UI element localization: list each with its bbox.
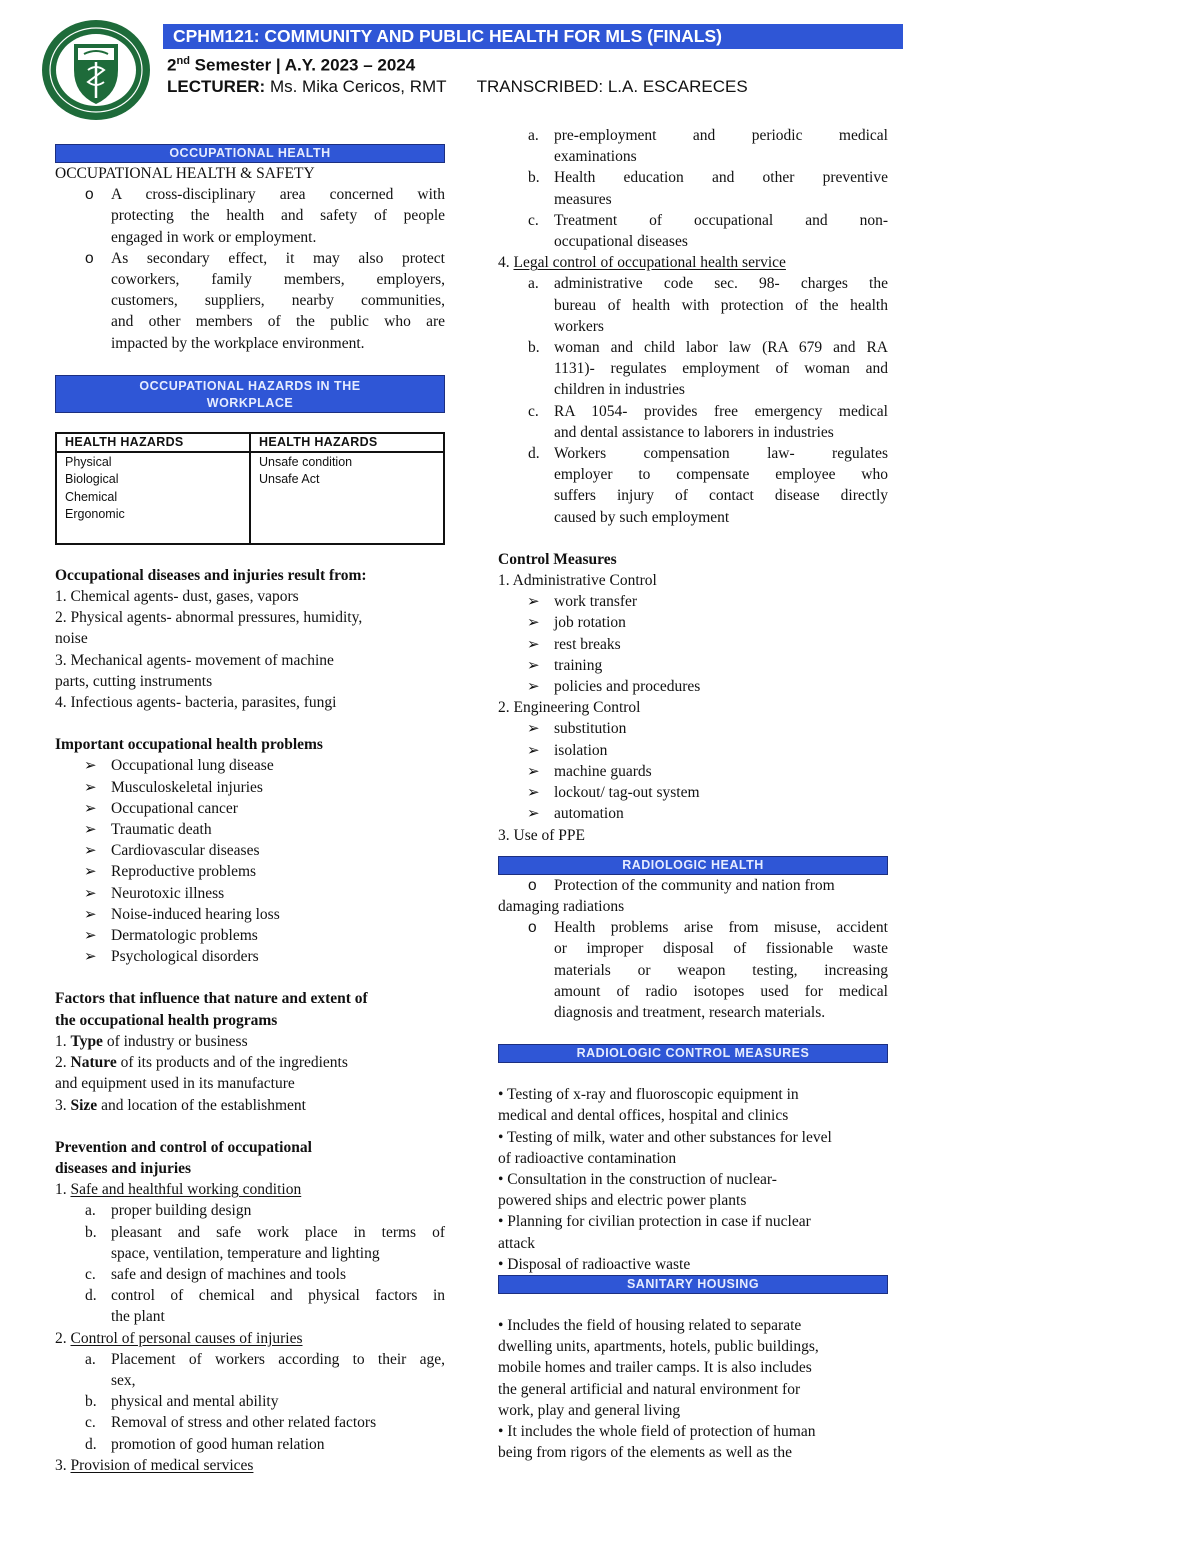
control-measure-line: • Consultation in the construction of nuclear- [498,1170,777,1188]
control-measure-line: of radioactive contamination [498,1149,677,1167]
bullet-line: diagnosis and treatment, research materials. [554,1003,826,1021]
arrow-bullet-icon: ➢ [84,756,97,775]
list-item-text: substitution [554,720,627,738]
list-item-body [554,273,888,337]
hazard-entry: Ergonomic [65,507,125,522]
list-item-text: Occupational lung disease [111,757,274,775]
list-marker: b. [85,1393,97,1411]
sublist-item [498,443,888,528]
list-item-text: training [554,656,603,674]
section-heading-radiologic-control: RADIOLOGIC CONTROL MEASURES [498,1044,888,1063]
list-item-line: and dental assistance to laborers in industries [554,423,834,441]
sublist-item [55,1412,445,1433]
list-marker: a. [85,1350,96,1368]
list-marker: b. [85,1223,97,1241]
document-title-bar [163,24,903,49]
list-item-text: lockout/ tag-out system [554,784,700,802]
list-item-line: 1131)- regulates employment of woman and [554,360,888,378]
control-measure-line: powered ships and electric power plants [498,1192,747,1210]
bullet-line: As secondary effect, it may also protect [111,249,445,267]
arrow-bullet-icon: ➢ [527,740,540,759]
arrow-bullet-icon: ➢ [84,926,97,945]
list-item-line: employer to compensate employee who [554,466,888,484]
intro-bullet [55,184,445,248]
legal-control-item [498,252,888,273]
sanitary-housing-text [498,1315,888,1463]
list-item-line: woman and child labor law (RA 679 and RA [554,339,888,357]
sanitary-line: • It includes the whole field of protection of human [498,1422,816,1440]
problem-item [55,819,445,840]
bullet-body [111,184,445,248]
engineering-control-item [498,718,888,739]
prevention-title-line-1: Prevention and control of occupational [55,1138,312,1156]
list-item-text: isolation [554,741,608,759]
list-item-text: rest breaks [554,635,621,653]
factor-number: 3. [55,1096,71,1114]
list-item-text: Neurotoxic illness [111,884,225,902]
arrow-bullet-icon: ➢ [84,904,97,923]
hazards-cell-right [250,452,444,544]
factor-text: of industry or business [102,1032,248,1050]
list-marker: a. [528,275,539,293]
list-item-line: workers [554,317,604,335]
arrow-bullet-icon: ➢ [84,947,97,966]
list-item-body [554,337,888,401]
problem-item [55,755,445,776]
admin-control-item [498,655,888,676]
arrow-bullet-icon: ➢ [84,841,97,860]
engineering-control-item [498,782,888,803]
sublist-item [55,1285,445,1327]
sublist-item [498,273,888,337]
disease-line: 2. Physical agents- abnormal pressures, humidity, [55,609,363,627]
list-item-body [111,1222,445,1264]
list-item-line: RA 1054- provides free emergency medical [554,402,888,420]
sanitary-line: the general artificial and natural environment for [498,1380,801,1398]
control-measure-line: • Planning for civilian protection in case if nuclear [498,1213,811,1231]
document-title: CPHM121: COMMUNITY AND PUBLIC HEALTH FOR MLS (FINALS) [173,26,722,46]
sublist-item [498,125,888,167]
list-marker: c. [85,1414,96,1432]
hazards-table [55,432,445,545]
bullet-text: Protection of the community and nation from [554,876,835,894]
bullet-line: or improper disposal of fissionable waste [554,940,888,958]
bullet-line: protecting the health and safety of people [111,207,445,225]
list-item-line: Placement of workers according to their age, [111,1350,445,1368]
bullet-line: amount of radio isotopes used for medical [554,982,888,1000]
prevention-item-3 [55,1455,445,1476]
right-column [498,125,888,1463]
hazard-entry: Physical [65,454,112,469]
subheading-occupational-health-safety: OCCUPATIONAL HEALTH & SAFETY [55,165,315,182]
list-item-body [111,1391,445,1412]
list-item-text: Traumatic death [111,821,212,839]
medical-services-sublist [498,125,888,252]
list-item-line: space, ventilation, temperature and lighting [111,1244,380,1262]
bullet-line: Health problems arise from misuse, accident [554,919,888,937]
list-item-line: children in industries [554,381,685,399]
factors-title-line-1: Factors that influence that nature and extent of [55,990,368,1008]
list-marker: c. [528,211,539,229]
list-item-line: proper building design [111,1202,252,1220]
list-item-line: Removal of stress and other related factors [111,1414,377,1432]
section-heading-occupational-hazards [55,375,445,413]
university-seal-logo [40,18,152,122]
disease-line: noise [55,630,88,648]
list-item-text: Dermatologic problems [111,927,258,945]
sublist-item [498,210,888,252]
circle-bullet-icon: o [85,186,94,204]
problems-list [55,755,445,967]
administrative-control-list [498,591,888,697]
list-item-body [111,1285,445,1327]
section-heading-sanitary-housing: SANITARY HOUSING [498,1275,888,1294]
factor-number: 2. [55,1054,71,1072]
arrow-bullet-icon: ➢ [527,613,540,632]
list-item-line: administrative code sec. 98- charges the [554,275,888,293]
lecturer-name: Ms. Mika Cericos, RMT [265,77,447,96]
arrow-bullet-icon: ➢ [527,804,540,823]
sublist-item [55,1349,445,1391]
list-marker: b. [528,169,540,187]
sublist-item [55,1200,445,1221]
arrow-bullet-icon: ➢ [527,719,540,738]
list-item-line: Workers compensation law- regulates [554,445,888,463]
list-marker: b. [528,339,540,357]
list-item-body [554,443,888,528]
list-item-text: Psychological disorders [111,948,259,966]
factor-text: of its products and of the ingredients [116,1054,348,1072]
hazard-entry: Unsafe Act [259,472,320,487]
bullet-line: and other members of the public who are [111,313,445,331]
sublist-item [55,1434,445,1455]
hazard-entry: Biological [65,472,119,487]
arrow-bullet-icon: ➢ [527,655,540,674]
list-item-line: examinations [554,148,637,166]
section-heading-radiologic-health: RADIOLOGIC HEALTH [498,856,888,875]
bullet-line: impacted by the workplace environment. [111,334,365,352]
list-item-text: Reproductive problems [111,863,257,881]
arrow-bullet-icon: ➢ [527,592,540,611]
hazards-cell-left [56,452,250,544]
problem-item [55,840,445,861]
engineering-control-title: 2. Engineering Control [498,699,641,717]
disease-line: 1. Chemical agents- dust, gases, vapors [55,588,299,606]
bullet-line: A cross-disciplinary area concerned with [111,186,445,204]
arrow-bullet-icon: ➢ [527,677,540,696]
circle-bullet-icon: o [85,249,94,267]
list-item-line: promotion of good human relation [111,1435,325,1453]
arrow-bullet-icon: ➢ [84,862,97,881]
list-item-text: work transfer [554,593,638,611]
admin-control-item [498,676,888,697]
problem-item [55,883,445,904]
list-item-line: suffers injury of contact disease directly [554,487,888,505]
lecturer-label: LECTURER: [167,77,266,96]
factor-keyword: Size [70,1096,98,1114]
hazards-heading-line-2: WORKPLACE [206,395,294,410]
list-item-text: Noise-induced hearing loss [111,905,280,923]
problem-item [55,861,445,882]
list-marker: a. [85,1202,96,1220]
list-item-line: sex, [111,1371,136,1389]
list-item-line: pre-employment and periodic medical [554,127,888,144]
list-item-body [554,167,888,209]
factor-text: and location of the establishment [97,1096,306,1114]
radiologic-bullet-2 [498,917,888,1023]
list-item-body [554,210,888,252]
list-item-text: automation [554,805,624,823]
arrow-bullet-icon: ➢ [84,883,97,902]
prevention-2-sublist [55,1349,445,1455]
admin-control-item [498,591,888,612]
circle-bullet-icon: o [528,876,537,894]
item-title: Legal control of occupational health service [513,254,786,272]
bullet-line: materials or weapon testing, increasing [554,961,888,979]
hazard-entry: Unsafe condition [259,454,353,469]
semester-text: Semester | A.Y. 2023 – 2024 [189,55,416,75]
problem-item [55,946,445,967]
disease-line: parts, cutting instruments [55,672,213,690]
list-item-text: policies and procedures [554,678,701,696]
disease-line: 4. Infectious agents- bacteria, parasites, fungi [55,694,337,712]
item-number: 2. [55,1329,71,1347]
bullet-body [111,248,445,354]
list-item-line: measures [554,190,612,208]
radiologic-control-list [498,1084,888,1275]
prevention-item-1 [55,1179,445,1200]
semester-ordinal: 2 [167,55,177,75]
problem-item [55,925,445,946]
factor-number: 1. [55,1032,71,1050]
list-item-line: Health education and other preventive [554,169,888,187]
factor-nature [55,1052,445,1073]
section-heading-occupational-health: OCCUPATIONAL HEALTH [55,144,445,163]
list-item-body [554,125,888,167]
circle-bullet-icon: o [528,919,537,937]
hazard-entry: Chemical [65,489,118,504]
diseases-title: Occupational diseases and injuries result from: [55,566,367,584]
sanitary-line: work, play and general living [498,1401,681,1419]
list-marker: a. [528,127,539,144]
diseases-list [55,586,445,713]
list-marker: c. [528,402,539,420]
arrow-bullet-icon: ➢ [84,777,97,796]
ppe-item: 3. Use of PPE [498,826,585,844]
control-measure-line: • Testing of x-ray and fluoroscopic equipment in [498,1086,799,1104]
semester-line [167,50,415,77]
problem-item [55,798,445,819]
list-item-line: the plant [111,1308,165,1326]
list-item-line: pleasant and safe work place in terms of [111,1223,445,1241]
list-item-line: occupational diseases [554,233,688,251]
sanitary-line: dwelling units, apartments, hotels, public buildings, [498,1338,819,1356]
item-number: 3. [55,1456,71,1474]
disease-line: 3. Mechanical agents- movement of machine [55,651,334,669]
arrow-bullet-icon: ➢ [84,798,97,817]
sanitary-line: being from rigors of the elements as well as the [498,1444,792,1462]
list-item-body [111,1200,445,1221]
list-item-text: Cardiovascular diseases [111,842,260,860]
list-marker: d. [85,1435,97,1453]
list-item-body [554,401,888,443]
problems-title: Important occupational health problems [55,736,323,754]
item-title: Provision of medical services [70,1456,254,1474]
intro-bullet-list [55,184,445,354]
table-header: HEALTH HAZARDS [56,433,250,452]
sublist-item [55,1222,445,1264]
sublist-item [55,1391,445,1412]
sanitary-line: • Includes the field of housing related to separate [498,1316,802,1334]
intro-bullet [55,248,445,354]
factor-size [55,1095,445,1116]
engineering-control-item [498,740,888,761]
list-marker: d. [85,1287,97,1305]
control-measure-line: attack [498,1234,536,1252]
list-item-body [111,1412,445,1433]
item-number: 4. [498,254,514,272]
list-item-text: Occupational cancer [111,799,238,817]
engineering-control-item [498,803,888,824]
arrow-bullet-icon: ➢ [84,820,97,839]
radiologic-bullet-1-continued: damaging radiations [498,897,625,915]
problem-item [55,904,445,925]
engineering-control-item [498,761,888,782]
list-item-line: Treatment of occupational and non- [554,211,888,229]
list-item-text: job rotation [554,614,626,632]
bullet-body [554,917,888,1023]
problem-item [55,777,445,798]
list-item-text: Musculoskeletal injuries [111,778,263,796]
list-item-line: physical and mental ability [111,1393,279,1411]
item-title: Safe and healthful working condition [70,1181,302,1199]
sublist-item [498,401,888,443]
admin-control-item [498,634,888,655]
prevention-title-line-2: diseases and injuries [55,1159,192,1177]
admin-control-item [498,612,888,633]
semester-suffix: nd [176,55,190,67]
left-column [55,144,445,1476]
bullet-line: engaged in work or employment. [111,228,317,246]
control-measure-line: medical and dental offices, hospital and clinics [498,1107,789,1125]
transcriber: TRANSCRIBED: L.A. ESCARECES [476,77,748,96]
factor-nature-continued: and equipment used in its manufacture [55,1075,295,1093]
list-item-line: caused by such employment [554,508,730,526]
engineering-control-list [498,718,888,824]
list-item-line: safe and design of machines and tools [111,1265,347,1283]
item-title: Control of personal causes of injuries [70,1329,303,1347]
radiologic-bullet-1 [498,875,888,896]
prevention-item-2 [55,1328,445,1349]
arrow-bullet-icon: ➢ [527,783,540,802]
item-number: 1. [55,1181,71,1199]
control-measures-title: Control Measures [498,550,617,568]
sublist-item [498,167,888,209]
factor-keyword: Type [70,1032,103,1050]
arrow-bullet-icon: ➢ [527,634,540,653]
factor-type [55,1031,445,1052]
table-header: HEALTH HAZARDS [250,433,444,452]
list-item-line: control of chemical and physical factors in [111,1287,445,1305]
sublist-item [498,337,888,401]
bullet-line: customers, suppliers, nearby communities, [111,292,445,310]
list-marker: c. [85,1265,96,1283]
list-item-body [111,1349,445,1391]
arrow-bullet-icon: ➢ [527,761,540,780]
list-item-body [111,1434,445,1455]
control-measure-line: • Disposal of radioactive waste [498,1255,691,1273]
bullet-line: coworkers, family members, employers, [111,271,445,289]
list-item-line: bureau of health with protection of the health [554,296,888,314]
sanitary-line: mobile homes and trailer camps. It is also includes [498,1359,812,1377]
control-measure-line: • Testing of milk, water and other substances for level [498,1128,832,1146]
list-item-body [111,1264,445,1285]
list-item-text: machine guards [554,762,652,780]
hazards-heading-line-1: OCCUPATIONAL HAZARDS IN THE [139,378,361,393]
factors-title-line-2: the occupational health programs [55,1011,278,1029]
sublist-item [55,1264,445,1285]
administrative-control-title: 1. Administrative Control [498,572,657,590]
factor-keyword: Nature [70,1054,117,1072]
lecturer-line [167,76,748,98]
prevention-1-sublist [55,1200,445,1327]
list-marker: d. [528,445,540,463]
legal-control-sublist [498,273,888,527]
